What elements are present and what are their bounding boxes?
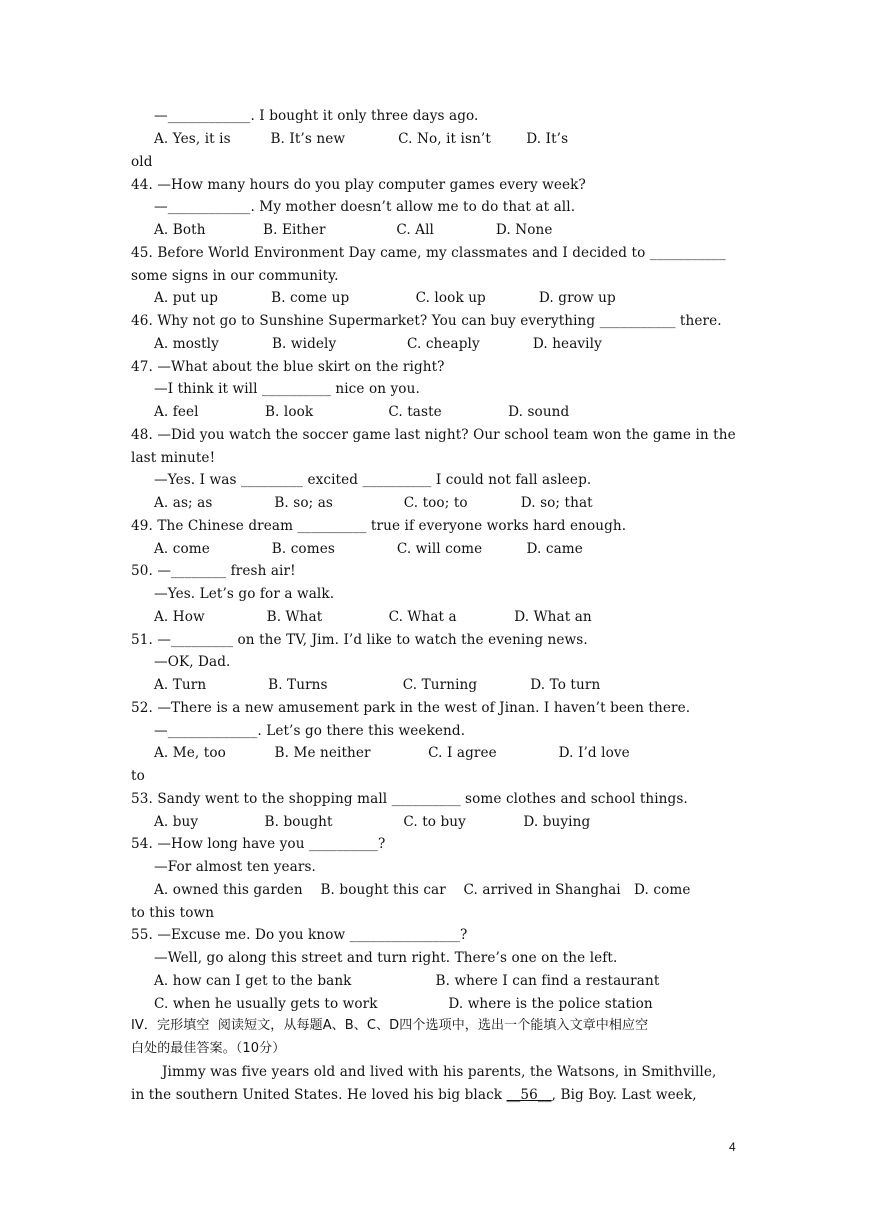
question-51: 51. —_________ on the TV, Jim. I’d like to watch the evening news. bbox=[131, 632, 588, 648]
question-45: 45. Before World Environment Day came, my classmates and I decided to ___________ bbox=[131, 245, 726, 261]
passage-line: Jimmy was five years old and lived with his parents, the Watsons, in Smithville, bbox=[162, 1064, 717, 1080]
options-line: A. Yes, it is B. It’s new C. No, it isn’t D. It’s bbox=[154, 131, 569, 147]
text-line: —For almost ten years. bbox=[154, 859, 316, 875]
text-line: —Yes. Let’s go for a walk. bbox=[154, 586, 335, 602]
question-49: 49. The Chinese dream __________ true if everyone works hard enough. bbox=[131, 518, 627, 534]
options-line: A. owned this garden B. bought this car C. arrived in Shanghai D. come bbox=[154, 882, 691, 898]
options-line: A. Turn B. Turns C. Turning D. To turn bbox=[154, 677, 601, 693]
options-line: A. feel B. look C. taste D. sound bbox=[154, 404, 570, 420]
question-47: 47. —What about the blue skirt on the right? bbox=[131, 359, 445, 375]
passage-line bbox=[131, 1086, 697, 1104]
text-line: —Yes. I was _________ excited __________ I could not fall asleep. bbox=[154, 472, 592, 488]
question-50: 50. —________ fresh air! bbox=[131, 563, 296, 579]
text-line: old bbox=[131, 154, 153, 170]
options-line: C. when he usually gets to work D. where is the police station bbox=[154, 996, 653, 1012]
text-line: to this town bbox=[131, 905, 215, 921]
text-line: —I think it will __________ nice on you. bbox=[154, 381, 420, 397]
question-44: 44. —How many hours do you play computer games every week? bbox=[131, 177, 586, 193]
question-52: 52. —There is a new amusement park in the west of Jinan. I haven’t been there. bbox=[131, 700, 691, 716]
question-54: 54. —How long have you __________? bbox=[131, 836, 386, 852]
question-46: 46. Why not go to Sunshine Supermarket? You can buy everything ___________ there. bbox=[131, 313, 722, 329]
text-line: —Well, go along this street and turn right. There’s one on the left. bbox=[154, 950, 618, 966]
section-heading: IV．完形填空 阅读短文，从每题A、B、C、D四个选项中，选出一个能填入文章中相应空 bbox=[131, 1018, 649, 1033]
text-line: —_____________. Let’s go there this weekend. bbox=[154, 723, 466, 739]
text-line: —____________. I bought it only three days ago. bbox=[154, 108, 479, 124]
options-line: A. as; as B. so; as C. too; to D. so; that bbox=[154, 495, 593, 511]
options-line: A. how can I get to the bank B. where I can find a restaurant bbox=[154, 973, 660, 989]
text-line: last minute! bbox=[131, 450, 216, 466]
options-line: A. buy B. bought C. to buy D. buying bbox=[154, 814, 591, 830]
options-line: A. put up B. come up C. look up D. grow up bbox=[154, 290, 616, 306]
passage-text: in the southern United States. He loved his big black bbox=[131, 1087, 507, 1103]
section-heading-cont: 白处的最佳答案。（10分） bbox=[131, 1041, 286, 1056]
question-53: 53. Sandy went to the shopping mall __________ some clothes and school things. bbox=[131, 791, 688, 807]
question-48: 48. —Did you watch the soccer game last night? Our school team won the game in the bbox=[131, 427, 736, 443]
options-line: A. Me, too B. Me neither C. I agree D. I’d love bbox=[154, 745, 630, 761]
blank-56: __56__ bbox=[506, 1087, 552, 1103]
page-number: 4 bbox=[729, 1140, 736, 1154]
options-line: A. come B. comes C. will come D. came bbox=[154, 541, 583, 557]
question-55: 55. —Excuse me. Do you know ________________? bbox=[131, 927, 468, 943]
text-line: to bbox=[131, 768, 145, 784]
text-line: —OK, Dad. bbox=[154, 654, 231, 670]
text-line: —____________. My mother doesn’t allow me to do that at all. bbox=[154, 199, 576, 215]
text-line: some signs in our community. bbox=[131, 268, 339, 284]
options-line: A. mostly B. widely C. cheaply D. heavily bbox=[154, 336, 602, 352]
options-line: A. Both B. Either C. All D. None bbox=[154, 222, 553, 238]
passage-text: , Big Boy. Last week, bbox=[551, 1087, 697, 1103]
options-line: A. How B. What C. What a D. What an bbox=[154, 609, 592, 625]
